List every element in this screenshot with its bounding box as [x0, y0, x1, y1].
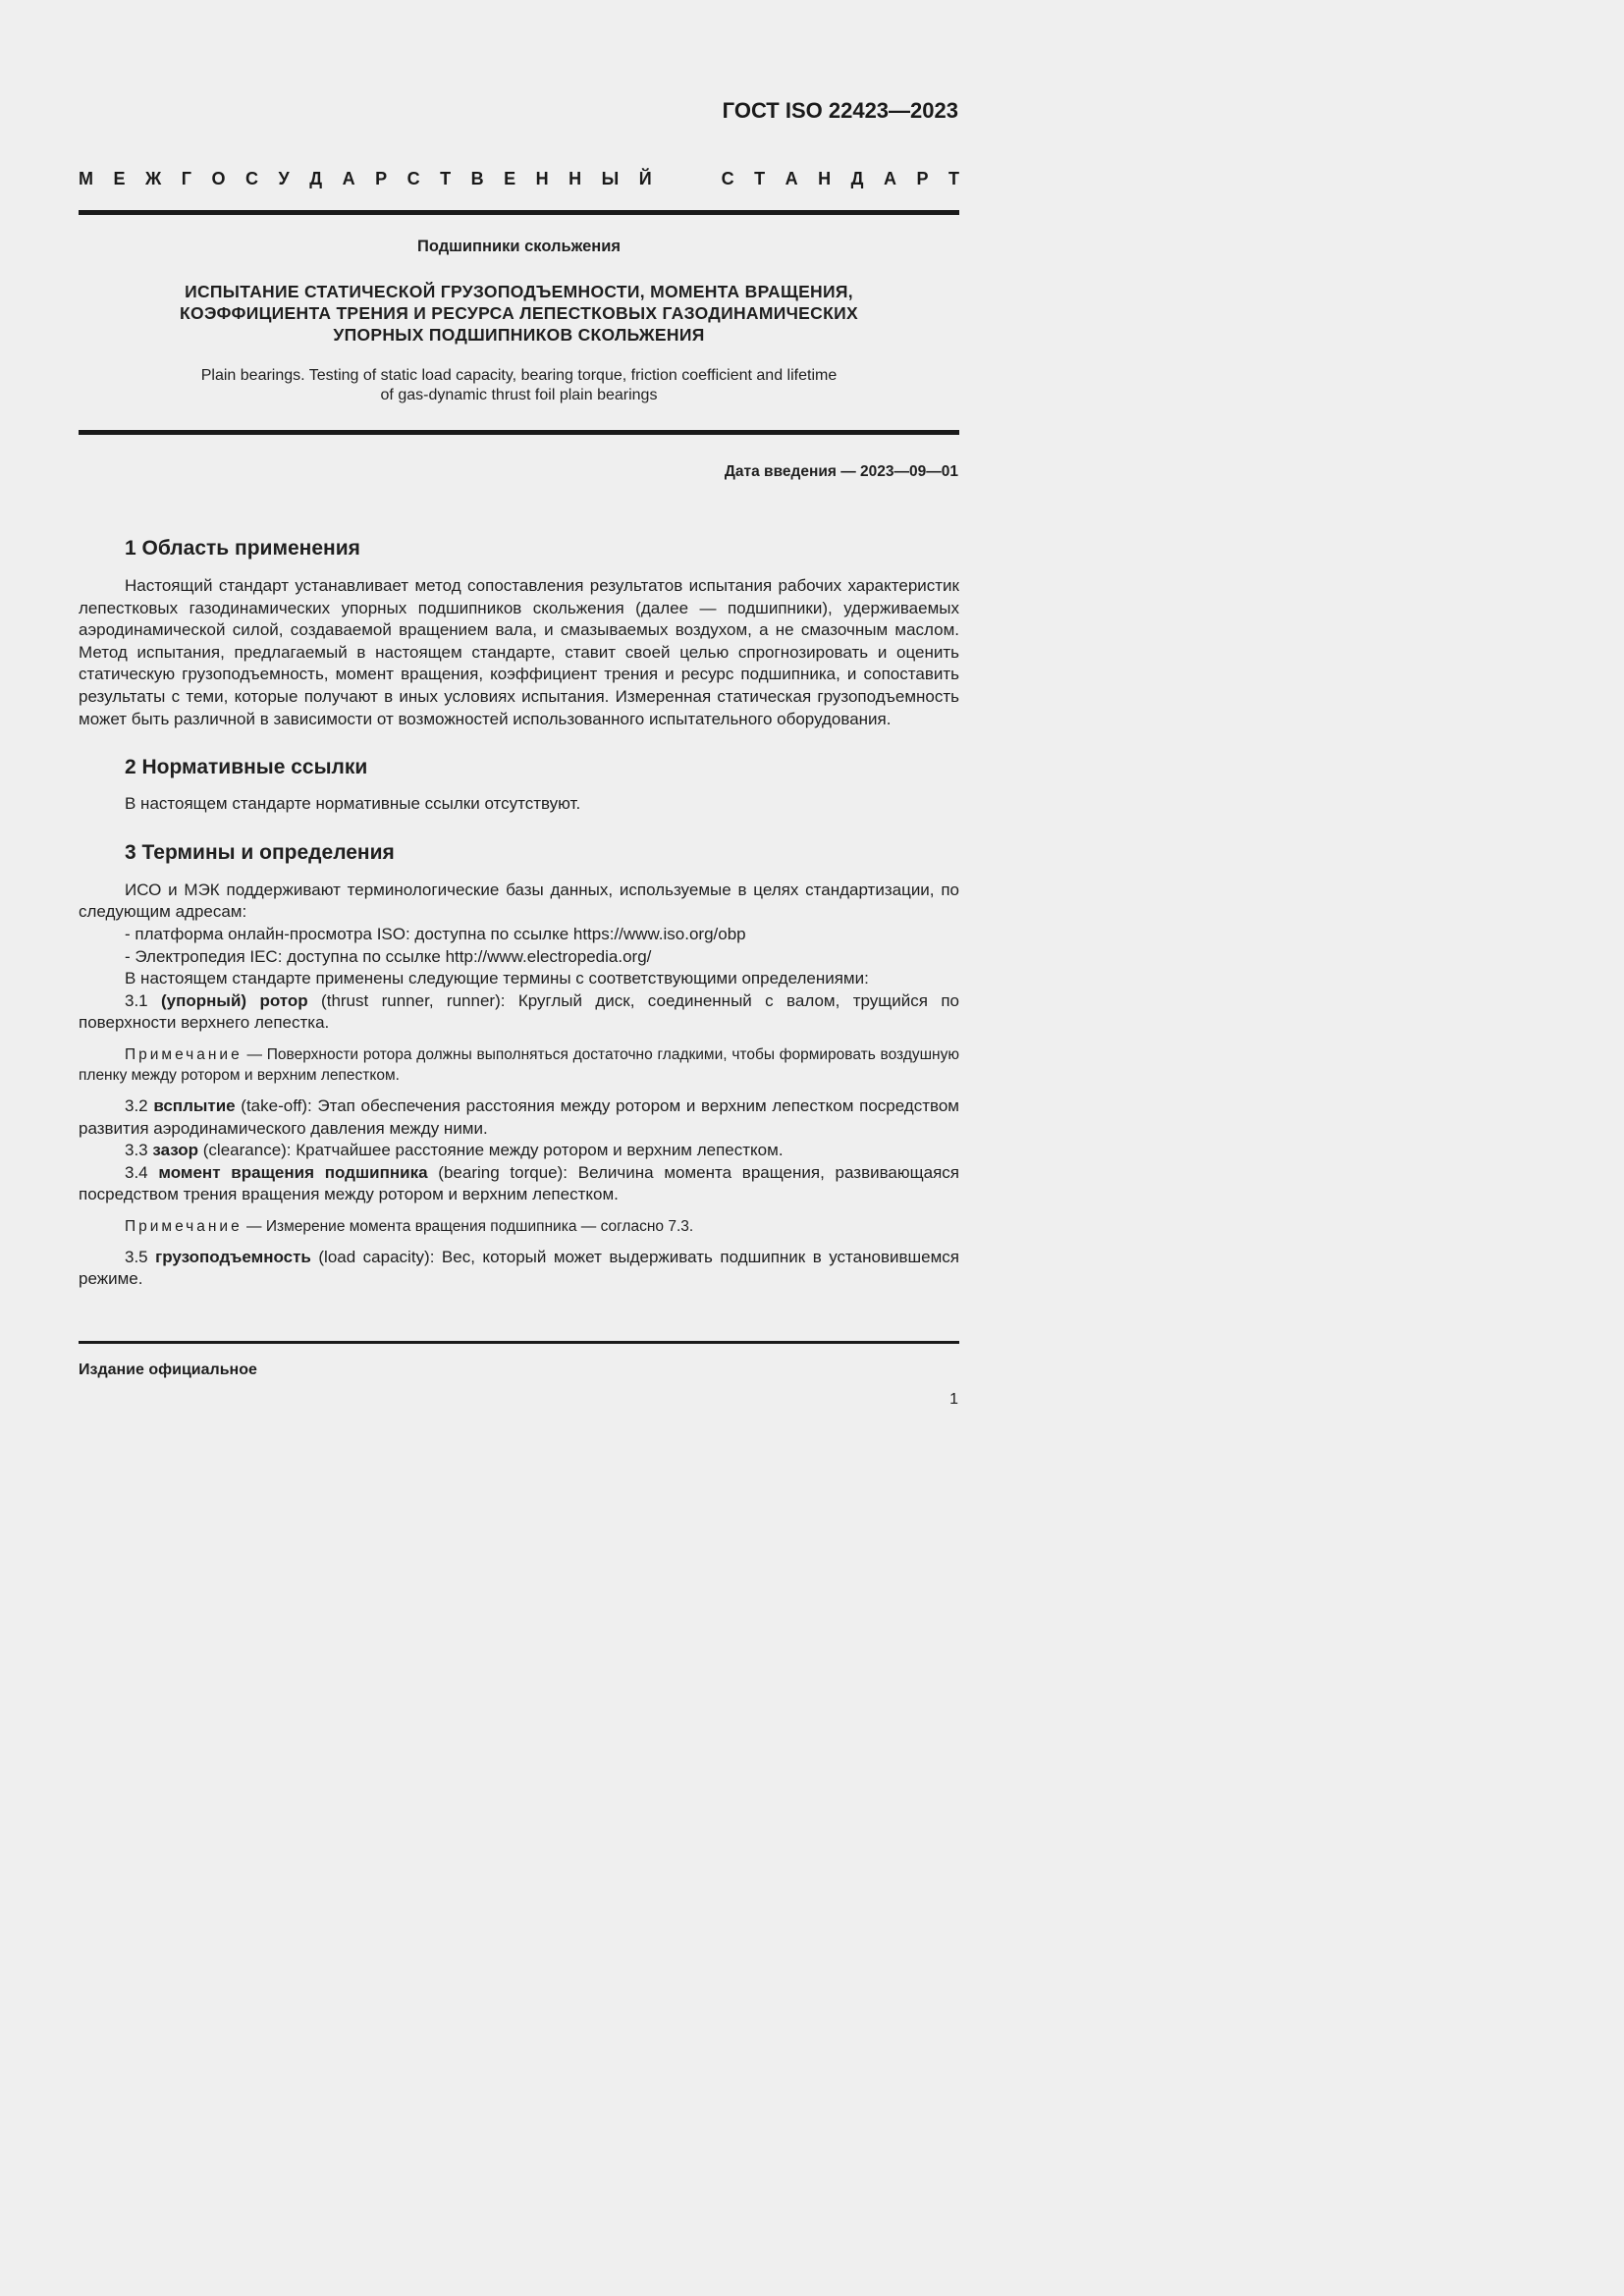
term-definition: (load capacity): Вес, который может выдерживать подшипник в установившемся режиме. [79, 1247, 959, 1289]
kind-letter: Е [504, 169, 516, 188]
term-definition: (thrust runner, runner): Круглый диск, соединенный с валом, трущийся по поверхности верхнего лепестка. [79, 990, 959, 1033]
term-3-1 [79, 990, 959, 1035]
kind-letter: Р [375, 169, 388, 188]
section-3-intro: ИСО и МЭК поддерживают терминологические базы данных, используемые в целях стандартизации, по следующим адресам: [79, 880, 959, 922]
note-2 [79, 1216, 959, 1237]
page-number: 1 [949, 1391, 958, 1408]
kind-letter: М [79, 169, 93, 188]
kind-letter: Т [440, 169, 452, 188]
section-3-heading: 3 Термины и определения [125, 840, 395, 864]
title-bottom-rule [79, 430, 959, 435]
document-subtitle: Подшипники скольжения [416, 238, 622, 255]
kind-letter: Д [309, 169, 323, 188]
section-1-paragraph: Настоящий стандарт устанавливает метод сопоставления результатов испытания рабочих характеристик лепестковых газодинамических упорных подшипников скольжения (далее — подшипники), удерживаемых аэродинамической силой, создаваемой вращением вала, и смазываемых воздухом, а не смазочным маслом. Метод испытания, предлагаемый в настоящем стандарте, ставит своей целью спрогнозировать и оценить статическую грузоподъемность, момент вращения, коэффициент трения и ресурс подшипника, и сопоставить результаты с теми, которые получают в иных условиях испытания. Измеренная статическая грузоподъемность может быть различной в зависимости от возможностей использованного испытательного оборудования. [79, 576, 959, 728]
standard-kind-heading [79, 169, 959, 189]
footer-rule [79, 1341, 959, 1344]
document-body [79, 534, 959, 1291]
terms-intro: В настоящем стандарте применены следующие термины с соответствующими определениями: [125, 969, 869, 988]
kind-letter: С [245, 169, 259, 188]
title-line: ИСПЫТАНИЕ СТАТИЧЕСКОЙ ГРУЗОПОДЪЕМНОСТИ, МОМЕНТА ВРАЩЕНИЯ, [185, 282, 853, 301]
standard-designation: ГОСТ ISO 22423—2023 [722, 98, 958, 123]
term-3-3 [79, 1140, 959, 1162]
kind-letter: Ы [601, 169, 620, 188]
term-number: 3.4 [125, 1162, 159, 1182]
kind-letter: О [211, 169, 226, 188]
term-number: 3.3 [125, 1141, 153, 1160]
introduction-date: Дата введения — 2023—09—01 [724, 463, 958, 480]
term-3-5 [79, 1247, 959, 1291]
term-name: всплытие [153, 1095, 236, 1115]
term-number: 3.5 [125, 1247, 156, 1266]
kind-letter: Й [638, 169, 652, 188]
english-title-line: Plain bearings. Testing of static load capacity, bearing torque, friction coefficient and lifetime [200, 367, 838, 384]
kind-letter: Т [754, 169, 766, 188]
kind-letter: А [342, 169, 355, 188]
kind-letter: Т [948, 169, 959, 188]
term-definition: (take-off): Этап обеспечения расстояния между ротором и верхним лепестком посредством развития аэродинамического давления между ними. [79, 1095, 959, 1138]
note-label: Примечание [125, 1217, 243, 1235]
kind-letter: Н [568, 169, 582, 188]
kind-letter: Г [181, 169, 192, 188]
kind-letter: Ж [145, 169, 162, 188]
term-number: 3.1 [125, 990, 162, 1010]
term-name: (упорный) ротор [161, 990, 308, 1010]
kind-letter: С [406, 169, 420, 188]
list-item: - платформа онлайн-просмотра ISO: доступна по ссылке https://www.iso.org/obp [125, 924, 746, 943]
kind-letter: Н [818, 169, 832, 188]
note-label: Примечание [125, 1045, 243, 1063]
note-text: — Измерение момента вращения подшипника — согласно 7.3. [242, 1217, 694, 1235]
kind-letter: С [721, 169, 734, 188]
term-name: момент вращения подшипника [158, 1162, 428, 1182]
english-title-line: of gas-dynamic thrust foil plain bearings [380, 387, 658, 403]
document-title [79, 281, 959, 346]
kind-letter: Н [535, 169, 549, 188]
title-line: КОЭФФИЦИЕНТА ТРЕНИЯ И РЕСУРСА ЛЕПЕСТКОВЫХ ГАЗОДИНАМИЧЕСКИХ [180, 303, 858, 323]
term-name: зазор [152, 1141, 199, 1160]
top-rule [79, 210, 959, 215]
section-2-paragraph: В настоящем стандарте нормативные ссылки отсутствуют. [125, 794, 581, 814]
note-text: — Поверхности ротора должны выполняться достаточно гладкими, чтобы формировать воздушную пленку между ротором и верхним лепестком. [79, 1045, 959, 1084]
kind-letter: А [883, 169, 896, 188]
section-1-heading: 1 Область применения [125, 537, 360, 560]
note-1 [79, 1044, 959, 1086]
document-page [0, 0, 1089, 1539]
term-definition: (bearing torque): Величина момента вращения, развивающаяся посредством трения вращения между ротором и верхним лепестком. [79, 1162, 959, 1204]
kind-letter: А [785, 169, 798, 188]
term-3-4 [79, 1162, 959, 1206]
official-edition-label: Издание официальное [79, 1362, 257, 1378]
term-3-2 [79, 1095, 959, 1140]
title-line: УПОРНЫХ ПОДШИПНИКОВ СКОЛЬЖЕНИЯ [333, 325, 705, 345]
english-title [79, 366, 959, 405]
term-name: грузоподъемность [155, 1247, 311, 1266]
section-2-heading: 2 Нормативные ссылки [125, 756, 368, 779]
kind-letter: У [278, 169, 290, 188]
kind-letter: Р [916, 169, 929, 188]
term-definition: (clearance): Кратчайшее расстояние между ротором и верхним лепестком. [198, 1141, 784, 1160]
kind-letter: В [470, 169, 484, 188]
word-gap [672, 169, 701, 189]
kind-letter: Д [850, 169, 864, 188]
kind-letter: Е [113, 169, 126, 188]
term-number: 3.2 [125, 1095, 154, 1115]
list-item: - Электропедия IEC: доступна по ссылке http://www.electropedia.org/ [125, 946, 652, 966]
